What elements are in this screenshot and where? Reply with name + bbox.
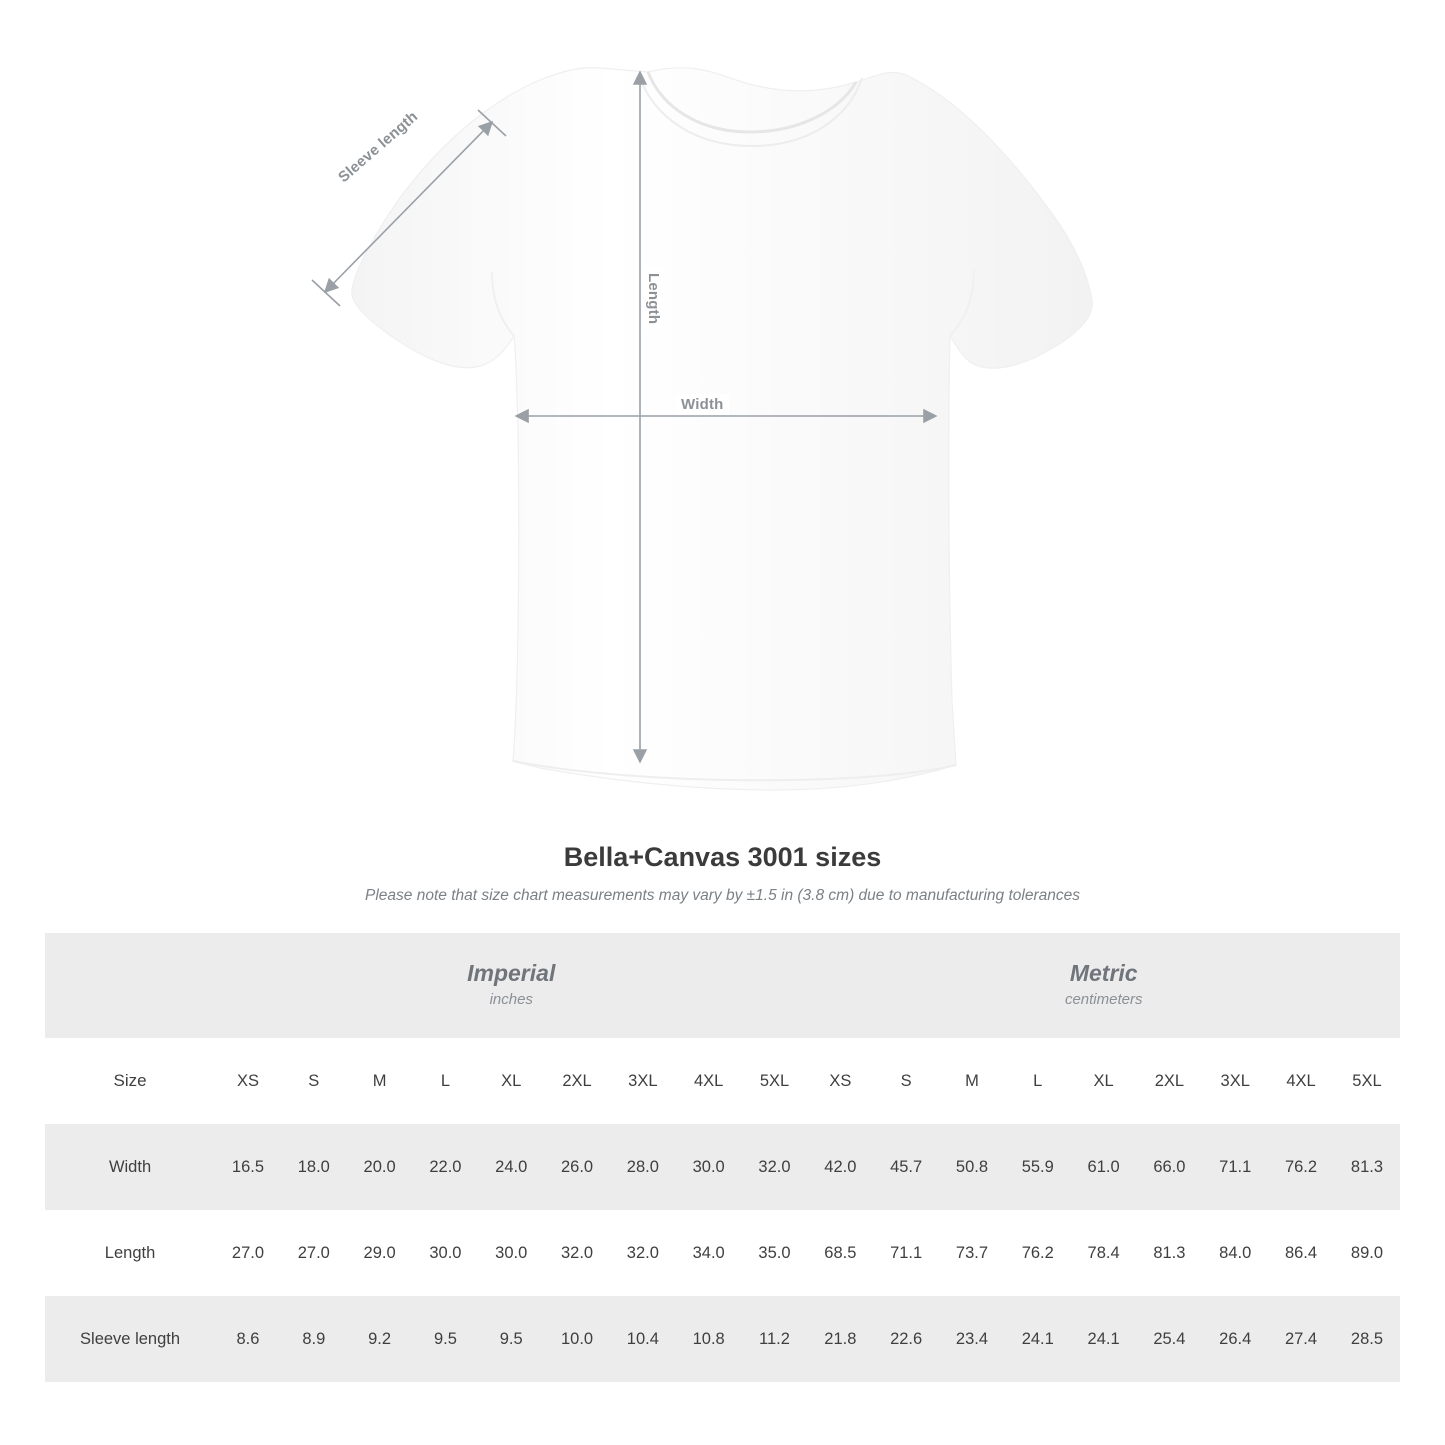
unit-group-metric-name: Metric — [1069, 960, 1138, 987]
table-cell: 32.0 — [742, 1124, 808, 1210]
table-cell: 10.0 — [544, 1296, 610, 1382]
size-header-row — [45, 1038, 1400, 1124]
table-cell: 73.7 — [939, 1210, 1005, 1296]
table-cell: 35.0 — [742, 1210, 808, 1296]
table-cell: 23.4 — [939, 1296, 1005, 1382]
table-cell: 27.0 — [281, 1210, 347, 1296]
table-cell: 24.1 — [1071, 1296, 1137, 1382]
table-cell: 28.0 — [610, 1124, 676, 1210]
table-cell: 8.6 — [215, 1296, 281, 1382]
table-cell: 45.7 — [873, 1124, 939, 1210]
unit-group-imperial-sub: inches — [489, 990, 533, 1008]
table-cell: 9.5 — [478, 1296, 544, 1382]
unit-group-metric-sub: centimeters — [1064, 990, 1143, 1008]
size-header-label: Size — [45, 1038, 215, 1124]
sleeve-length-label: Sleeve length — [330, 103, 426, 191]
size-header-cell: S — [281, 1038, 347, 1124]
table-cell: 61.0 — [1071, 1124, 1137, 1210]
size-header-cell: M — [347, 1038, 413, 1124]
table-cell: 9.2 — [347, 1296, 413, 1382]
page-title: Bella+Canvas 3001 sizes — [563, 842, 882, 872]
unit-group-metric — [807, 933, 1400, 1038]
chart-title-block — [0, 842, 1445, 905]
table-row — [45, 1296, 1400, 1382]
table-row — [45, 1210, 1400, 1296]
size-header-cell: 2XL — [544, 1038, 610, 1124]
table-cell: 34.0 — [676, 1210, 742, 1296]
size-header-cell: L — [413, 1038, 479, 1124]
table-cell: 29.0 — [347, 1210, 413, 1296]
table-cell: 10.8 — [676, 1296, 742, 1382]
table-cell: 10.4 — [610, 1296, 676, 1382]
table-cell: 11.2 — [742, 1296, 808, 1382]
tolerance-note: Please note that size chart measurements may vary by ±1.5 in (3.8 cm) due to manufacturing tolerances — [365, 887, 1080, 904]
table-cell: 8.9 — [281, 1296, 347, 1382]
table-cell: 32.0 — [610, 1210, 676, 1296]
table-cell: 22.0 — [413, 1124, 479, 1210]
table-cell: 42.0 — [807, 1124, 873, 1210]
table-cell: 81.3 — [1334, 1124, 1400, 1210]
table-cell: 26.4 — [1202, 1296, 1268, 1382]
unit-group-row — [45, 933, 1400, 1038]
table-cell: 24.1 — [1005, 1296, 1071, 1382]
table-cell: 9.5 — [413, 1296, 479, 1382]
table-cell: 16.5 — [215, 1124, 281, 1210]
size-header-cell: M — [939, 1038, 1005, 1124]
table-cell: 30.0 — [478, 1210, 544, 1296]
table-cell: 27.4 — [1268, 1296, 1334, 1382]
size-header-cell: 4XL — [1268, 1038, 1334, 1124]
row-label-width: Width — [45, 1124, 215, 1210]
table-cell: 26.0 — [544, 1124, 610, 1210]
row-label-sleeve-length: Sleeve length — [45, 1296, 215, 1382]
size-chart-table — [45, 933, 1400, 1382]
table-cell: 55.9 — [1005, 1124, 1071, 1210]
size-header-cell: XL — [1071, 1038, 1137, 1124]
table-cell: 86.4 — [1268, 1210, 1334, 1296]
length-label: Length — [643, 268, 664, 329]
table-cell: 84.0 — [1202, 1210, 1268, 1296]
table-cell: 81.3 — [1136, 1210, 1202, 1296]
table-cell: 89.0 — [1334, 1210, 1400, 1296]
table-cell: 20.0 — [347, 1124, 413, 1210]
table-cell: 71.1 — [1202, 1124, 1268, 1210]
row-label-length: Length — [45, 1210, 215, 1296]
table-row — [45, 1124, 1400, 1210]
table-cell: 30.0 — [413, 1210, 479, 1296]
table-cell: 71.1 — [873, 1210, 939, 1296]
table-cell: 50.8 — [939, 1124, 1005, 1210]
size-header-cell: 3XL — [610, 1038, 676, 1124]
table-cell: 27.0 — [215, 1210, 281, 1296]
table-cell: 78.4 — [1071, 1210, 1137, 1296]
table-cell: 32.0 — [544, 1210, 610, 1296]
table-cell: 22.6 — [873, 1296, 939, 1382]
size-header-cell: 5XL — [742, 1038, 808, 1124]
unit-group-spacer — [45, 933, 215, 1038]
table-cell: 76.2 — [1005, 1210, 1071, 1296]
size-header-cell: L — [1005, 1038, 1071, 1124]
shirt-shape — [352, 68, 1092, 790]
unit-group-imperial-name: Imperial — [467, 960, 556, 987]
size-header-cell: 5XL — [1334, 1038, 1400, 1124]
unit-group-imperial — [215, 933, 807, 1038]
size-header-cell: XS — [215, 1038, 281, 1124]
size-header-cell: XL — [478, 1038, 544, 1124]
table-cell: 28.5 — [1334, 1296, 1400, 1382]
size-header-cell: 4XL — [676, 1038, 742, 1124]
table-cell: 21.8 — [807, 1296, 873, 1382]
width-label: Width — [676, 394, 729, 415]
table-cell: 68.5 — [807, 1210, 873, 1296]
size-chart-table-wrap — [45, 933, 1400, 1382]
table-cell: 76.2 — [1268, 1124, 1334, 1210]
table-cell: 66.0 — [1136, 1124, 1202, 1210]
size-header-cell: 2XL — [1136, 1038, 1202, 1124]
size-header-cell: XS — [807, 1038, 873, 1124]
size-header-cell: 3XL — [1202, 1038, 1268, 1124]
size-header-cell: S — [873, 1038, 939, 1124]
table-cell: 25.4 — [1136, 1296, 1202, 1382]
table-cell: 30.0 — [676, 1124, 742, 1210]
table-cell: 18.0 — [281, 1124, 347, 1210]
table-cell: 24.0 — [478, 1124, 544, 1210]
